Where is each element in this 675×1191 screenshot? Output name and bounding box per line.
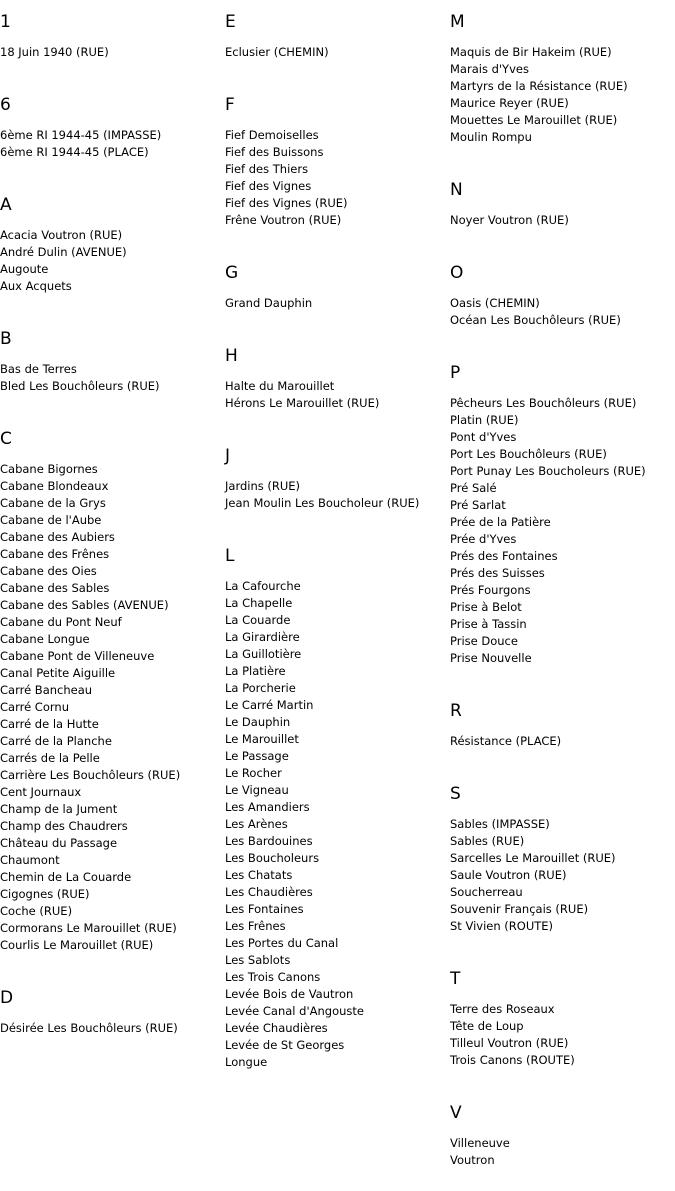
street-name: Pêcheurs Les Bouchôleurs (RUE): [450, 396, 637, 410]
section-letter-heading: 1: [0, 12, 11, 32]
street-name: Sables (IMPASSE): [450, 817, 550, 831]
street-name: La Cafourche: [225, 579, 301, 593]
street-name: Les Chatats: [225, 868, 293, 882]
street-name: Cabane Bigornes: [0, 462, 98, 476]
street-name: Oasis (CHEMIN): [450, 296, 540, 310]
street-name: Tête de Loup: [450, 1019, 524, 1033]
section-letter-heading: M: [450, 12, 465, 32]
street-name: Prise Douce: [450, 634, 518, 648]
street-name: Les Fontaines: [225, 902, 304, 916]
letter-section: [450, 957, 675, 1091]
street-index-column-1: [0, 0, 225, 1059]
section-letter-heading: N: [450, 180, 463, 200]
street-name: Cabane des Frênes: [0, 547, 110, 561]
street-name: Les Amandiers: [225, 800, 310, 814]
street-name: Mouettes Le Marouillet (RUE): [450, 113, 618, 127]
street-list: [450, 1123, 675, 1191]
street-name: Les Portes du Canal: [225, 936, 339, 950]
street-name: Champ de la Jument: [0, 802, 118, 816]
letter-section: [450, 351, 675, 689]
letter-section: [0, 83, 225, 183]
letter-section: [450, 0, 675, 168]
street-list: [0, 1008, 225, 1059]
section-letter-heading: R: [450, 701, 462, 721]
street-name: Carrière Les Bouchôleurs (RUE): [0, 768, 181, 782]
street-name: Levée Bois de Vautron: [225, 987, 354, 1001]
street-name: Acacia Voutron (RUE): [0, 228, 123, 242]
letter-section: [225, 0, 450, 83]
street-name: Eclusier (CHEMIN): [225, 45, 329, 59]
street-list: [450, 32, 675, 168]
street-name: Martyrs de la Résistance (RUE): [450, 79, 628, 93]
street-name: Prise Nouvelle: [450, 651, 532, 665]
street-name: St Vivien (ROUTE): [450, 919, 554, 933]
street-name: Prise à Tassin: [450, 617, 527, 631]
street-name: Prés des Fontaines: [450, 549, 558, 563]
street-name: Bled Les Bouchôleurs (RUE): [0, 379, 160, 393]
street-name: Voutron: [450, 1153, 495, 1167]
street-name: Souvenir Français (RUE): [450, 902, 589, 916]
street-name: Augoute: [0, 262, 49, 276]
street-name: 6ème RI 1944-45 (IMPASSE): [0, 128, 162, 142]
section-letter-heading: L: [225, 546, 235, 566]
letter-section: [450, 251, 675, 351]
street-name: Trois Canons (ROUTE): [450, 1053, 575, 1067]
street-name: Fief des Buissons: [225, 145, 324, 159]
street-list: [450, 721, 675, 772]
street-list: [225, 466, 450, 534]
street-name: Pont d'Yves: [450, 430, 517, 444]
street-name: Désirée Les Bouchôleurs (RUE): [0, 1021, 178, 1035]
street-list: [450, 200, 675, 251]
letter-section: [0, 317, 225, 417]
street-name: Fief des Vignes (RUE): [225, 196, 348, 210]
street-name: Champ des Chaudrers: [0, 819, 128, 833]
street-name: Saule Voutron (RUE): [450, 868, 567, 882]
street-list: [225, 115, 450, 251]
section-letter-heading: A: [0, 195, 12, 215]
street-name: Pré Sarlat: [450, 498, 506, 512]
street-name: Prée de la Patière: [450, 515, 551, 529]
section-letter-heading: G: [225, 263, 239, 283]
section-letter-heading: F: [225, 95, 235, 115]
street-name: Cabane du Pont Neuf: [0, 615, 122, 629]
street-name: La Girardière: [225, 630, 300, 644]
street-name: La Couarde: [225, 613, 291, 627]
street-name: Cabane de la Grys: [0, 496, 106, 510]
street-name: Océan Les Bouchôleurs (RUE): [450, 313, 621, 327]
street-name: Prés Fourgons: [450, 583, 531, 597]
street-name: Fief des Thiers: [225, 162, 309, 176]
street-name: Fief Demoiselles: [225, 128, 319, 142]
street-name: Fief des Vignes: [225, 179, 312, 193]
street-name: Le Passage: [225, 749, 289, 763]
letter-section: [450, 689, 675, 772]
street-name: Moulin Rompu: [450, 130, 532, 144]
street-name: Port Les Bouchôleurs (RUE): [450, 447, 607, 461]
letter-section: [225, 83, 450, 251]
street-name: Château du Passage: [0, 836, 118, 850]
street-list: [450, 283, 675, 351]
street-name: André Dulin (AVENUE): [0, 245, 127, 259]
street-name: Les Chaudières: [225, 885, 313, 899]
street-list: [0, 115, 225, 183]
street-name: La Guillotière: [225, 647, 302, 661]
street-name: Carré de la Hutte: [0, 717, 99, 731]
street-name: Levée Chaudières: [225, 1021, 328, 1035]
letter-section: [450, 772, 675, 957]
street-name: Villeneuve: [450, 1136, 510, 1150]
street-name: Levée de St Georges: [225, 1038, 345, 1052]
letter-section: [225, 251, 450, 334]
street-list: [450, 804, 675, 957]
section-letter-heading: D: [0, 988, 14, 1008]
street-name: Cigognes (RUE): [0, 887, 90, 901]
street-list: [225, 32, 450, 83]
street-name: Carré de la Planche: [0, 734, 112, 748]
letter-section: [0, 183, 225, 317]
street-name: Halte du Marouillet: [225, 379, 335, 393]
street-name: Jardins (RUE): [225, 479, 301, 493]
street-name: Le Rocher: [225, 766, 282, 780]
street-name: Les Sablots: [225, 953, 291, 967]
letter-section: [0, 417, 225, 976]
street-name: Prise à Belot: [450, 600, 522, 614]
section-letter-heading: P: [450, 363, 461, 383]
street-name: Les Trois Canons: [225, 970, 321, 984]
street-name: Résistance (PLACE): [450, 734, 562, 748]
street-name: Coche (RUE): [0, 904, 73, 918]
letter-section: [450, 1091, 675, 1191]
street-name: Port Punay Les Boucholeurs (RUE): [450, 464, 646, 478]
street-name: Les Arènes: [225, 817, 288, 831]
section-letter-heading: V: [450, 1103, 462, 1123]
street-name: La Platière: [225, 664, 286, 678]
letter-section: [225, 434, 450, 534]
street-name: Frêne Voutron (RUE): [225, 213, 342, 227]
street-name: Prée d'Yves: [450, 532, 517, 546]
letter-section: [225, 334, 450, 434]
street-name: Marais d'Yves: [450, 62, 529, 76]
street-index-column-3: [450, 0, 675, 1191]
section-letter-heading: 6: [0, 95, 11, 115]
section-letter-heading: O: [450, 263, 464, 283]
street-name: La Porcherie: [225, 681, 296, 695]
street-list: [0, 449, 225, 976]
street-name: Cabane des Sables (AVENUE): [0, 598, 169, 612]
street-name: Terre des Roseaux: [450, 1002, 555, 1016]
street-name: Chaumont: [0, 853, 60, 867]
street-name: Hérons Le Marouillet (RUE): [225, 396, 380, 410]
street-list: [225, 283, 450, 334]
street-name: Cabane Blondeaux: [0, 479, 109, 493]
section-letter-heading: S: [450, 784, 461, 804]
street-name: Cabane Longue: [0, 632, 90, 646]
street-name: Grand Dauphin: [225, 296, 313, 310]
street-name: Cabane Pont de Villeneuve: [0, 649, 155, 663]
street-name: 6ème RI 1944-45 (PLACE): [0, 145, 149, 159]
section-letter-heading: T: [450, 969, 461, 989]
street-name: La Chapelle: [225, 596, 293, 610]
street-list: [225, 366, 450, 434]
letter-section: [450, 168, 675, 251]
street-name: Cabane des Aubiers: [0, 530, 115, 544]
street-list: [0, 349, 225, 417]
letter-section: [0, 976, 225, 1059]
street-name: Prés des Suisses: [450, 566, 545, 580]
street-name: Canal Petite Aiguille: [0, 666, 116, 680]
street-name: Cabane de l'Aube: [0, 513, 102, 527]
street-name: Courlis Le Marouillet (RUE): [0, 938, 154, 952]
street-name: Chemin de La Couarde: [0, 870, 132, 884]
street-list: [450, 383, 675, 689]
section-letter-heading: H: [225, 346, 238, 366]
street-name: Le Marouillet: [225, 732, 299, 746]
street-name: Noyer Voutron (RUE): [450, 213, 569, 227]
street-name: Longue: [225, 1055, 268, 1069]
section-letter-heading: J: [225, 446, 231, 466]
street-name: Bas de Terres: [0, 362, 77, 376]
street-name: Cabane des Sables: [0, 581, 110, 595]
street-name: Le Dauphin: [225, 715, 291, 729]
street-name: Maquis de Bir Hakeim (RUE): [450, 45, 612, 59]
street-name: Carré Cornu: [0, 700, 69, 714]
street-list: [225, 566, 450, 1093]
street-name: Cent Journaux: [0, 785, 82, 799]
street-name: Les Frênes: [225, 919, 286, 933]
street-name: Platin (RUE): [450, 413, 519, 427]
letter-section: [225, 534, 450, 1093]
street-name: Le Carré Martin: [225, 698, 314, 712]
street-name: Pré Salé: [450, 481, 497, 495]
street-name: Carré Bancheau: [0, 683, 93, 697]
street-name: Le Vigneau: [225, 783, 289, 797]
letter-section: [0, 0, 225, 83]
section-letter-heading: E: [225, 12, 236, 32]
street-name: Les Bardouines: [225, 834, 313, 848]
street-name: Carrés de la Pelle: [0, 751, 100, 765]
street-name: Sarcelles Le Marouillet (RUE): [450, 851, 616, 865]
section-letter-heading: B: [0, 329, 12, 349]
section-letter-heading: C: [0, 429, 12, 449]
street-name: Cormorans Le Marouillet (RUE): [0, 921, 177, 935]
street-index-column-2: [225, 0, 450, 1093]
street-name: Maurice Reyer (RUE): [450, 96, 569, 110]
street-list: [0, 215, 225, 317]
street-name: Aux Acquets: [0, 279, 72, 293]
street-name: Levée Canal d'Angouste: [225, 1004, 364, 1018]
street-list: [450, 989, 675, 1091]
street-name: Soucherreau: [450, 885, 523, 899]
street-name: Jean Moulin Les Boucholeur (RUE): [225, 496, 420, 510]
street-name: Sables (RUE): [450, 834, 525, 848]
street-name: Tilleul Voutron (RUE): [450, 1036, 569, 1050]
street-name: Cabane des Oies: [0, 564, 97, 578]
street-name: 18 Juin 1940 (RUE): [0, 45, 109, 59]
street-name: Les Boucholeurs: [225, 851, 320, 865]
street-list: [0, 32, 225, 83]
